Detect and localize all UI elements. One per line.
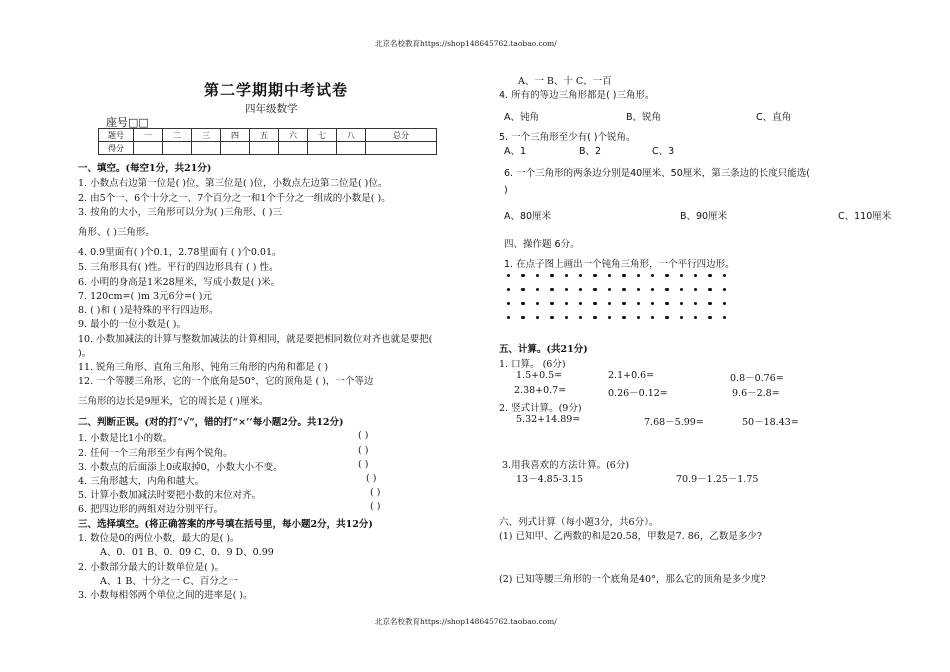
section-2-title: 二、判断正误。(对的打“√”，错的打“×’’每小题2分。共12分) — [78, 417, 344, 428]
word-problem-1: (1) 已知甲、乙两数的和是20.58，甲数是7. 86，乙数是多少? — [499, 531, 762, 542]
grid-dot — [694, 274, 697, 277]
grid-dot — [608, 302, 611, 305]
grid-dot — [521, 288, 524, 291]
choice-options-3: A、一 B、十 C、一百 — [518, 76, 612, 87]
choice-6-option-c: C、110厘米 — [838, 211, 892, 222]
section-5-title: 五、计算。(共21分) — [499, 344, 588, 355]
grid-dot — [507, 288, 510, 291]
mental-calc-5: 0.26－0.12= — [608, 388, 668, 399]
grid-dot — [579, 302, 582, 305]
grid-dot — [651, 302, 654, 305]
score-header-cell: 七 — [308, 129, 337, 142]
grid-dot — [680, 316, 683, 319]
grid-dot — [521, 316, 524, 319]
judge-item-2: 2. 任何一个三角形至少有两个锐角。 — [78, 448, 233, 459]
section-3-title: 三、选择填空。(将正确答案的序号填在括号里，每小题2分，共12分) — [78, 519, 373, 530]
grid-dot — [593, 316, 596, 319]
grid-dot — [694, 316, 697, 319]
score-cell[interactable] — [279, 142, 308, 155]
choice-options-1: A、0．01 B、0．09 C、0．9 D、0.99 — [100, 547, 274, 558]
grid-dot — [637, 302, 640, 305]
choice-6-option-b: B、90厘米 — [680, 211, 728, 222]
operation-question-1: 1. 在点子图上画出一个钝角三角形，一个平行四边形。 — [504, 259, 735, 270]
page-subtitle: 四年级数学 — [245, 103, 298, 115]
grid-dot — [723, 316, 726, 319]
grid-dot — [723, 274, 726, 277]
grid-dot — [579, 274, 582, 277]
judge-item-1: 1. 小数是比1小的数。 — [78, 433, 173, 444]
grid-dot — [550, 302, 553, 305]
choice-4-option-c: C、直角 — [756, 112, 792, 123]
grid-dot — [622, 316, 625, 319]
grid-dot — [579, 288, 582, 291]
grid-dot — [536, 274, 539, 277]
score-header-cell: 一 — [134, 129, 163, 142]
grid-dot — [665, 302, 668, 305]
fill-question-3: 3. 按角的大小，三角形可以分为( )三角形、( )三 — [78, 207, 282, 218]
choice-6-option-a: A、80厘米 — [504, 211, 552, 222]
grid-dot — [622, 302, 625, 305]
judge-answer-blank[interactable]: ( ) — [358, 459, 369, 470]
grid-dot — [608, 274, 611, 277]
choice-question-3: 3. 小数每相邻两个单位之间的进率是( )。 — [78, 590, 253, 601]
choice-question-5: 5. 一个三角形至少有( )个锐角。 — [499, 132, 636, 143]
judge-answer-blank[interactable]: ( ) — [370, 501, 381, 512]
fill-question-6: 6. 小明的身高是1米28厘米，写成小数是( )米。 — [78, 277, 281, 288]
fill-question-4: 4. 0.9里面有( )个0.1，2.78里面有 ( )个0.01。 — [78, 247, 282, 258]
word-problem-2: (2) 已知等腰三角形的一个底角是40°，那么它的顶角是多少度? — [499, 574, 766, 585]
judge-answer-blank[interactable]: ( ) — [366, 473, 377, 484]
easy-calc-title: 3.用我喜欢的方法计算。(6分) — [502, 460, 630, 471]
seat-number: 座号□□ — [106, 116, 149, 129]
choice-question-4: 4. 所有的等边三角形都是( )三角形。 — [499, 90, 655, 101]
grid-dot — [593, 302, 596, 305]
score-cell[interactable] — [250, 142, 279, 155]
score-header-cell: 总分 — [366, 129, 437, 142]
judge-answer-blank[interactable]: ( ) — [370, 487, 381, 498]
choice-5-option-c: C、3 — [652, 146, 675, 157]
grid-dot — [565, 288, 568, 291]
grid-dot — [665, 288, 668, 291]
fill-question-10-cont: )。 — [78, 348, 92, 359]
judge-answer-blank[interactable]: ( ) — [358, 430, 369, 441]
section-1-title: 一、填空。(每空1分，共21分) — [78, 163, 212, 174]
fill-question-3-cont: 角形、( )三角形。 — [78, 227, 155, 238]
choice-4-option-a: A、钝角 — [504, 112, 539, 123]
grid-dot — [550, 274, 553, 277]
score-table-header-row — [99, 129, 437, 142]
vertical-calc-1: 5.32+14.89= — [516, 414, 581, 425]
grid-dot — [651, 316, 654, 319]
judge-item-4: 4. 三角形越大，内角和越大。 — [78, 476, 205, 487]
judge-item-3: 3. 小数点的后面添上0或取掉0，小数大小不变。 — [78, 462, 283, 473]
vertical-calc-3: 50－18.43= — [742, 417, 799, 428]
grid-dot — [680, 302, 683, 305]
grid-dot — [694, 288, 697, 291]
fill-question-1: 1. 小数点右边第一位是( )位，第三位是( )位，小数点左边第二位是( )位。 — [78, 178, 388, 189]
grid-dot — [680, 274, 683, 277]
fill-question-12-cont: 三角形的边长是9厘米，它的周长是 ( )厘米。 — [78, 396, 269, 407]
fill-question-8: 8. ( )和 ( )是特殊的平行四边形。 — [78, 305, 219, 316]
score-cell[interactable] — [308, 142, 337, 155]
vertical-calc-2: 7.68－5.99= — [644, 417, 704, 428]
score-row-label: 得分 — [99, 142, 134, 155]
grid-dot — [507, 274, 510, 277]
choice-options-2: A、1 B、十分之一 C、百分之一 — [100, 576, 238, 587]
grid-dot — [637, 274, 640, 277]
fill-question-2: 2. 由5个一、6个十分之一、7个百分之一和1个千分之一组成的小数是( )。 — [78, 193, 391, 204]
choice-5-option-a: A、1 — [504, 146, 527, 157]
choice-question-6-cont: ) — [504, 185, 508, 196]
score-header-cell: 二 — [163, 129, 192, 142]
grid-dot — [536, 302, 539, 305]
fill-question-11: 11. 锐角三角形、直角三角形、钝角三角形的内角和都是 ( ) — [78, 362, 329, 373]
choice-question-1: 1. 数位是0的两位小数，最大的是( )。 — [78, 533, 240, 544]
grid-dot — [637, 288, 640, 291]
section-6-title: 六、列式计算（每小题3分，共6分）。 — [499, 517, 659, 528]
grid-dot — [507, 316, 510, 319]
fill-question-9: 9. 最小的一位小数是( )。 — [78, 319, 187, 330]
page-footer: 北京名校教育https://shop148645762.taobao.com/ — [375, 617, 557, 626]
grid-dot — [565, 302, 568, 305]
grid-dot — [536, 316, 539, 319]
mental-calc-3: 0.8－0.76= — [730, 373, 784, 384]
score-header-cell: 五 — [250, 129, 279, 142]
easy-calc-1: 13－4.85-3.15 — [516, 474, 584, 485]
fill-question-5: 5. 三角形具有( )性。平行的四边形具有 ( ) 性。 — [78, 262, 279, 273]
grid-dot — [608, 316, 611, 319]
judge-item-5: 5. 计算小数加减法时要把小数的末位对齐。 — [78, 490, 262, 501]
score-table-score-row — [99, 142, 437, 155]
grid-dot — [593, 274, 596, 277]
grid-dot — [536, 288, 539, 291]
mental-calc-1: 1.5+0.5= — [516, 370, 563, 381]
score-cell[interactable] — [163, 142, 192, 155]
fill-question-12: 12. 一个等腰三角形，它的一个底角是50°，它的顶角是 ( )，一个等边 — [78, 376, 374, 387]
score-cell[interactable] — [337, 142, 366, 155]
mental-calc-6: 9.6－2.8= — [732, 388, 780, 399]
grid-dot — [579, 316, 582, 319]
score-header-cell: 三 — [192, 129, 221, 142]
grid-dot — [565, 274, 568, 277]
grid-dot — [694, 302, 697, 305]
choice-question-6: 6. 一个三角形的两条边分别是40厘米、50厘米，第三条边的长度只能选( — [504, 168, 810, 179]
grid-dot — [622, 274, 625, 277]
score-header-cell: 六 — [279, 129, 308, 142]
vertical-calc-title: 2. 竖式计算。(9分) — [499, 403, 582, 414]
judge-item-6: 6. 把四边形的两组对边分别平行。 — [78, 504, 224, 515]
score-cell[interactable] — [366, 142, 437, 155]
grid-dot — [708, 316, 711, 319]
grid-dot — [708, 302, 711, 305]
choice-5-option-b: B、2 — [579, 146, 602, 157]
page-title: 第二学期期中考试卷 — [204, 81, 349, 99]
grid-dot — [723, 302, 726, 305]
grid-dot — [521, 274, 524, 277]
grid-dot — [593, 288, 596, 291]
grid-dot — [708, 288, 711, 291]
grid-dot — [521, 302, 524, 305]
mental-calc-4: 2.38+0.7= — [514, 385, 567, 396]
section-4-title: 四、操作题 6分。 — [504, 239, 580, 250]
mental-calc-2: 2.1+0.6= — [608, 370, 655, 381]
score-header-cell: 题号 — [99, 129, 134, 142]
grid-dot — [708, 274, 711, 277]
page-header: 北京名校教育https://shop148645762.taobao.com/ — [375, 39, 557, 48]
grid-dot — [680, 288, 683, 291]
grid-dot — [637, 316, 640, 319]
choice-4-option-b: B、锐角 — [626, 112, 662, 123]
score-cell[interactable] — [221, 142, 250, 155]
grid-dot — [608, 288, 611, 291]
grid-dot — [507, 302, 510, 305]
grid-dot — [723, 288, 726, 291]
grid-dot — [565, 316, 568, 319]
grid-dot — [665, 274, 668, 277]
fill-question-7: 7. 120cm=( )m 3元6分=( )元 — [78, 291, 212, 302]
score-header-cell: 八 — [337, 129, 366, 142]
score-cell[interactable] — [192, 142, 221, 155]
score-cell[interactable] — [134, 142, 163, 155]
dot-grid[interactable] — [507, 269, 737, 325]
grid-dot — [651, 274, 654, 277]
grid-dot — [651, 288, 654, 291]
grid-dot — [665, 316, 668, 319]
easy-calc-2: 70.9－1.25－1.75 — [676, 474, 759, 485]
judge-answer-blank[interactable]: ( ) — [358, 445, 369, 456]
grid-dot — [550, 316, 553, 319]
score-header-cell: 四 — [221, 129, 250, 142]
grid-dot — [622, 288, 625, 291]
score-table — [98, 128, 437, 155]
mental-calc-title: 1. 口算。 (6分) — [499, 359, 566, 370]
grid-dot — [550, 288, 553, 291]
fill-question-10: 10. 小数加减法的计算与整数加减法的计算相同，就是要把相同数位对齐也就是要把( — [78, 334, 433, 345]
choice-question-2: 2. 小数部分最大的计数单位是( )。 — [78, 562, 225, 573]
